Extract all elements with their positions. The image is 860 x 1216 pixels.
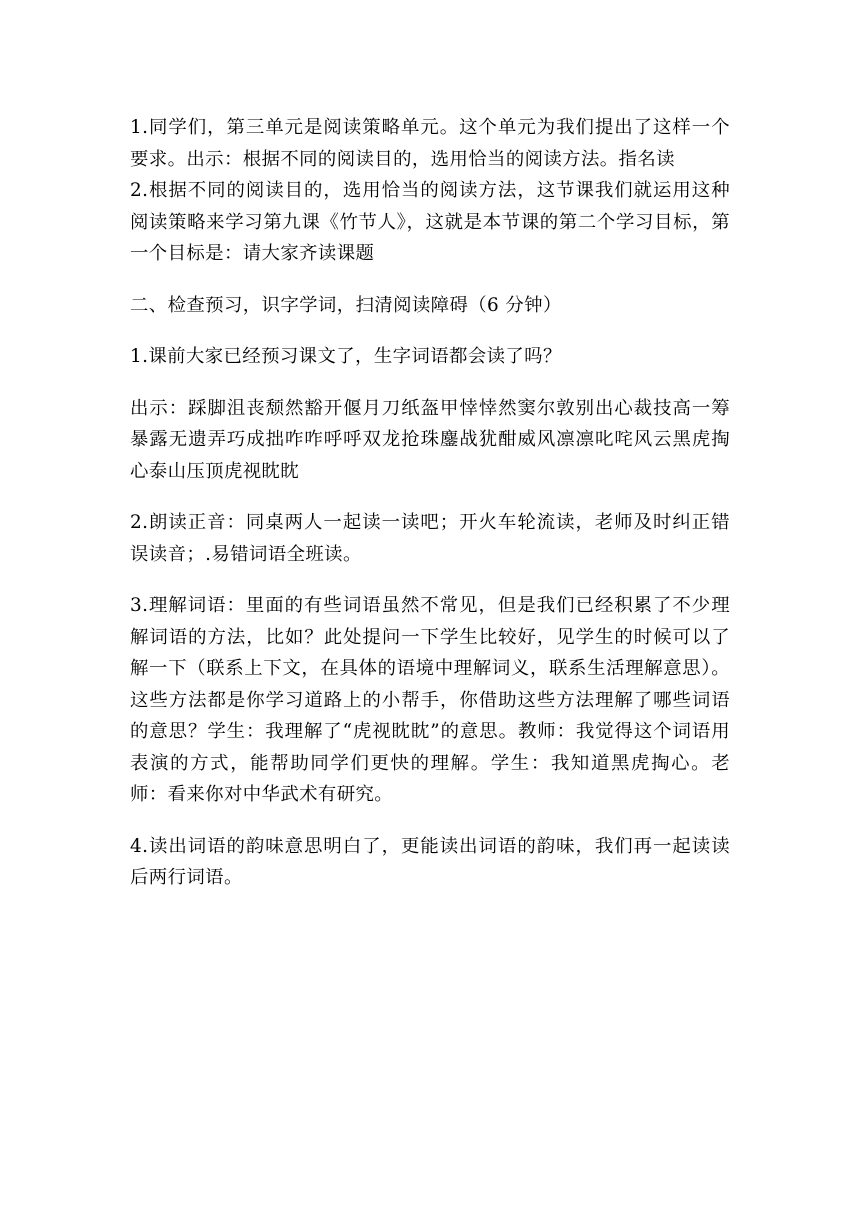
paragraph-reading-practice: 2.朗读正音：同桌两人一起读一读吧；开火车轮流读，老师及时纠正错误读音；.易错词语全班读。: [130, 512, 730, 565]
paragraph-reading-flavor: 4.读出词语的韵味意思明白了，更能读出词语的韵味，我们再一起读读后两行词语。: [130, 835, 730, 888]
document-page: [130, 112, 730, 914]
paragraph-word-list: 出示：踩脚沮丧颓然豁开偃月刀纸盔甲悻悻然窦尔敦别出心裁技高一筹暴露无遗弄巧成拙咋咋呼呼双龙抢珠鏖战犹酣威风凛凛叱咤风云黑虎掏心泰山压顶虎视眈眈: [130, 397, 730, 482]
paragraph-intro-2: 2.根据不同的阅读目的，选用恰当的阅读方法，这节课我们就运用这种阅读策略来学习第九课《竹节人》，这就是本节课的第二个学习目标，第一个目标是：请大家齐读课题: [130, 180, 730, 264]
paragraph-preview-question: 1.课前大家已经预习课文了，生字词语都会读了吗？: [130, 346, 562, 367]
paragraph-understanding-words: 3.理解词语：里面的有些词语虽然不常见，但是我们已经积累了不少理解词语的方法，比如？此处提问一下学生比较好，见学生的时候可以了解一下（联系上下文，在具体的语境中理解词义，联系生活理解意思）。这些方法都是你学习道路上的小帮手，你借助这些方法理解了哪些词语的意思？学生：我理解了“虎视眈眈”的意思。教师：我觉得这个词语用表演的方式，能帮助同学们更快的理解。学生：我知道黑虎掏心。老师：看来你对中华武术有研究。: [130, 595, 730, 805]
paragraph-intro-1: 1.同学们，第三单元是阅读策略单元。这个单元为我们提出了这样一个要求。出示：根据不同的阅读目的，选用恰当的阅读方法。指名读: [130, 117, 730, 170]
section-heading: 二、检查预习，识字学词，扫清阅读障碍（6 分钟）: [130, 294, 562, 316]
